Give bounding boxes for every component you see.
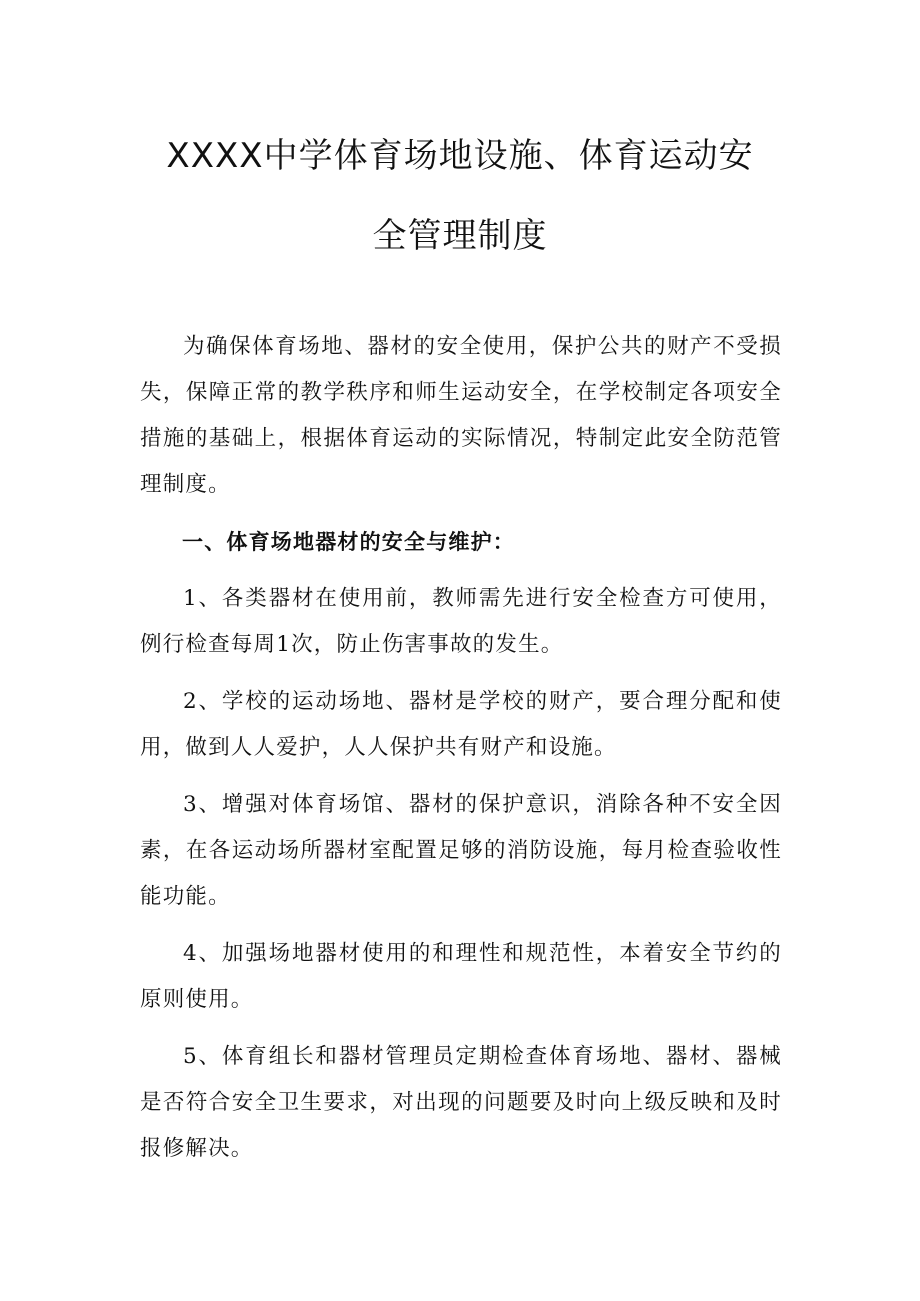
- section-1-item-5: 5、体育组长和器材管理员定期检查体育场地、器材、器械是否符合安全卫生要求，对出现的问题要及时向上级反映和及时报修解决。: [140, 1044, 782, 1161]
- document-body: [140, 324, 782, 1183]
- document-title-line-2: 全管理制度: [372, 216, 548, 256]
- section-1-item-1: 1、各类器材在使用前，教师需先进行安全检查方可使用，例行检查每周1次，防止伤害事故的发生。: [140, 586, 782, 657]
- document-title-line-1: XXXX中学体育场地设施、体育运动安: [166, 136, 754, 176]
- section-1-item-3: 3、增强对体育场馆、器材的保护意识，消除各种不安全因素，在各运动场所器材室配置足够的消防设施，每月检查验收性能功能。: [140, 792, 782, 909]
- section-1-item-2: 2、学校的运动场地、器材是学校的财产，要合理分配和使用，做到人人爱护，人人保护共有财产和设施。: [140, 689, 782, 760]
- section-1-item-4: 4、加强场地器材使用的和理性和规范性，本着安全节约的原则使用。: [140, 941, 782, 1012]
- section-1-heading: 一、体育场地器材的安全与维护：: [182, 530, 515, 554]
- intro-paragraph: 为确保体育场地、器材的安全使用，保护公共的财产不受损失，保障正常的教学秩序和师生运动安全，在学校制定各项安全措施的基础上，根据体育运动的实际情况，特制定此安全防范管理制度。: [140, 334, 782, 497]
